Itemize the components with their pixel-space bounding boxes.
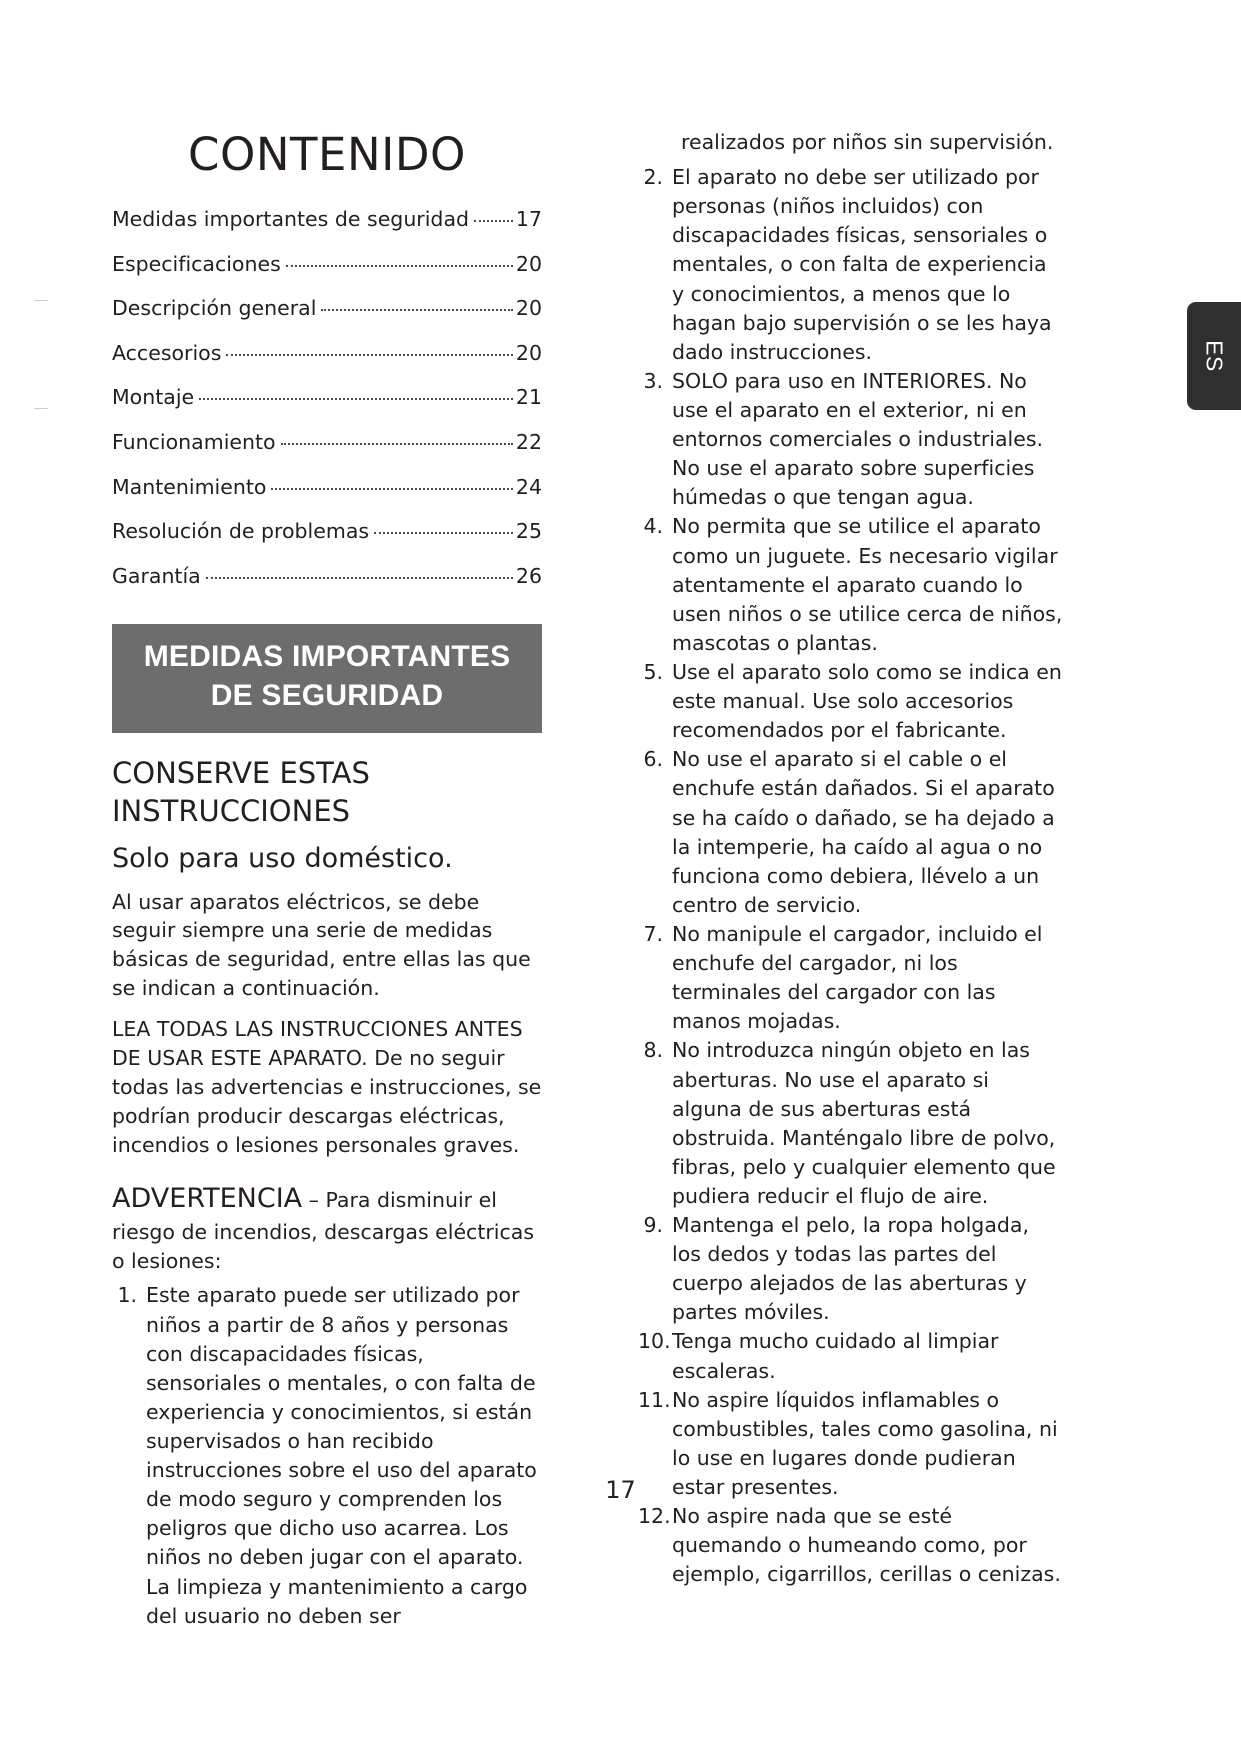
list-item-number: 9. — [643, 1213, 663, 1238]
safety-list-right — [638, 163, 1063, 1589]
left-column — [112, 128, 542, 1631]
list-item-number: 3. — [643, 368, 663, 393]
page-number: 17 — [605, 1476, 636, 1504]
toc-entry[interactable] — [112, 252, 542, 277]
toc-entry-label: Especificaciones — [112, 251, 281, 276]
list-item — [638, 658, 1063, 745]
toc-leader-dots — [226, 354, 513, 356]
toc-entry-page: 25 — [515, 519, 542, 544]
list-item-text: No aspire líquidos inflamables o combustibles, tales como gasolina, ni lo use en lugares donde pudieran estar presentes. — [672, 1387, 1058, 1500]
list-item-text: SOLO para uso en INTERIORES. No use el aparato en el exterior, ni en entornos comerciales o industriales. No use el aparato sobre superficies húmedas o que tengan agua. — [672, 368, 1044, 510]
continuation-text: realizados por niños sin supervisión. — [681, 130, 1054, 154]
warning-word: ADVERTENCIA — [112, 1182, 303, 1214]
toc-leader-dots — [286, 265, 513, 267]
toc-entry-label: Accesorios — [112, 340, 222, 365]
list-item-text: No manipule el cargador, incluido el enchufe del cargador, ni los terminales del cargador con las manos mojadas. — [672, 921, 1043, 1034]
toc-entry[interactable] — [112, 341, 542, 366]
safety-list-left — [112, 1281, 542, 1630]
toc-entry[interactable] — [112, 296, 542, 321]
warning-text: – Para disminuir el riesgo de incendios, descargas eléctricas o lesiones: — [112, 1187, 535, 1273]
list-item — [112, 1281, 542, 1630]
toc-leader-dots — [281, 443, 513, 445]
list-item-text: No use el aparato si el cable o el enchufe están dañados. Si el aparato se ha caído o dañado, se ha dejado a la intemperie, ha caído al agua o no funciona como debiera, llévelo a un centro de servicio. — [672, 747, 1055, 917]
list-item-number: 2. — [643, 165, 663, 190]
list-item-text: Use el aparato solo como se indica en este manual. Use solo accesorios recomendados por el fabricante. — [672, 659, 1062, 743]
toc-entry-page: 21 — [515, 385, 542, 410]
list-item — [638, 920, 1063, 1036]
list-item-text: Tenga mucho cuidado al limpiar escaleras. — [672, 1329, 999, 1383]
list-item — [638, 1211, 1063, 1327]
toc-entry[interactable] — [112, 519, 542, 544]
warning-paragraph — [112, 1180, 542, 1276]
safety-heading: CONSERVE ESTAS INSTRUCCIONES — [112, 756, 370, 828]
list-item-text: No aspire nada que se esté quemando o humeando como, por ejemplo, cigarrillos, cerillas o cenizas. — [672, 1504, 1061, 1587]
list-item — [638, 1502, 1063, 1589]
toc-entry-page: 20 — [515, 296, 542, 321]
registration-mark — [34, 408, 48, 409]
toc-leader-dots — [321, 309, 512, 311]
language-tab — [1187, 302, 1241, 410]
section-banner: MEDIDAS IMPORTANTES DE SEGURIDAD — [112, 624, 542, 733]
toc-entry-label: Garantía — [112, 563, 201, 588]
list-item-number: 6. — [643, 747, 663, 772]
list-item-number: 7. — [643, 921, 663, 946]
toc-entry-label: Mantenimiento — [112, 474, 267, 499]
toc-entry-page: 20 — [515, 340, 542, 365]
toc-entry[interactable] — [112, 207, 542, 232]
list-item-number: 4. — [643, 514, 663, 539]
safety-intro: Al usar aparatos eléctricos, se debe seguir siempre una serie de medidas básicas de seguridad, entre ellas las que se indican a continuación. — [112, 889, 531, 1001]
toc-entry[interactable] — [112, 385, 542, 410]
list-item-number: 5. — [643, 659, 663, 684]
list-item — [638, 745, 1063, 920]
toc-entry-page: 22 — [515, 429, 542, 454]
toc-entry-label: Medidas importantes de seguridad — [112, 207, 470, 231]
toc-entry-page: 20 — [515, 251, 542, 276]
toc-entry[interactable] — [112, 564, 542, 589]
toc-leader-dots — [374, 532, 513, 534]
list-item-number: 1. — [117, 1283, 137, 1308]
page-title: CONTENIDO — [188, 128, 466, 181]
toc-entry-page: 24 — [515, 474, 542, 499]
list-item — [638, 1327, 1063, 1385]
language-tab-label: ES — [1201, 340, 1228, 372]
toc-entry-page: 26 — [515, 563, 542, 588]
toc-leader-dots — [199, 398, 513, 400]
list-item — [638, 512, 1063, 658]
list-item-number: 8. — [643, 1038, 663, 1063]
list-item-text: No permita que se utilice el aparato como un juguete. Es necesario vigilar atentamente el aparato cuando lo usen niños o se utilice cerca de niños, mascotas o plantas. — [672, 514, 1063, 655]
toc-leader-dots — [474, 220, 513, 222]
list-item-number: 10. — [638, 1329, 671, 1354]
toc-leader-dots — [271, 488, 512, 490]
list-item-text: No introduzca ningún objeto en las aberturas. No use el aparato si alguna de sus aberturas está obstruida. Manténgalo libre de polvo, fibras, pelo y cualquier elemento que pudiera reducir el flujo de aire. — [672, 1038, 1056, 1208]
toc-entry-page: 17 — [515, 207, 542, 231]
toc-entry-label: Funcionamiento — [112, 429, 276, 454]
toc-entry-label: Resolución de problemas — [112, 519, 370, 544]
toc-entry[interactable] — [112, 430, 542, 455]
right-column — [638, 128, 1063, 1589]
registration-mark — [34, 300, 48, 301]
list-item-text: Este aparato puede ser utilizado por niños a partir de 8 años y personas con discapacidades físicas, sensoriales o mentales, o con falta de experiencia y conocimientos, si están supervisados o han recibido instrucciones sobre el uso del aparato de modo seguro y comprenden los peligros que dicho uso acarrea. Los niños no deben jugar con el aparato. La limpieza y mantenimiento a cargo del usuario no deben ser — [146, 1283, 537, 1628]
safety-read-all: LEA TODAS LAS INSTRUCCIONES ANTES DE USAR ESTE APARATO. De no seguir todas las advertencias e instrucciones, se podrían producir descargas eléctricas, incendios o lesiones personales graves. — [112, 1017, 542, 1157]
safety-subheading: Solo para uso doméstico. — [112, 842, 453, 874]
list-item-text: Mantenga el pelo, la ropa holgada, los dedos y todas las partes del cuerpo alejados de las aberturas y partes móviles. — [672, 1213, 1029, 1325]
list-item-text: El aparato no debe ser utilizado por personas (niños incluidos) con discapacidades físicas, sensoriales o mentales, o con falta de experiencia y conocimientos, a menos que lo hagan bajo supervisión o se les haya dado instrucciones. — [672, 165, 1052, 364]
toc-entry-label: Descripción general — [112, 296, 317, 321]
list-item — [638, 367, 1063, 513]
toc-entry[interactable] — [112, 475, 542, 500]
toc-leader-dots — [206, 577, 513, 579]
table-of-contents — [112, 207, 542, 588]
list-item-number: 11. — [638, 1387, 671, 1412]
toc-entry-label: Montaje — [112, 385, 195, 410]
list-item-number: 12. — [638, 1504, 671, 1529]
list-item — [638, 1036, 1063, 1211]
list-item — [638, 163, 1063, 367]
